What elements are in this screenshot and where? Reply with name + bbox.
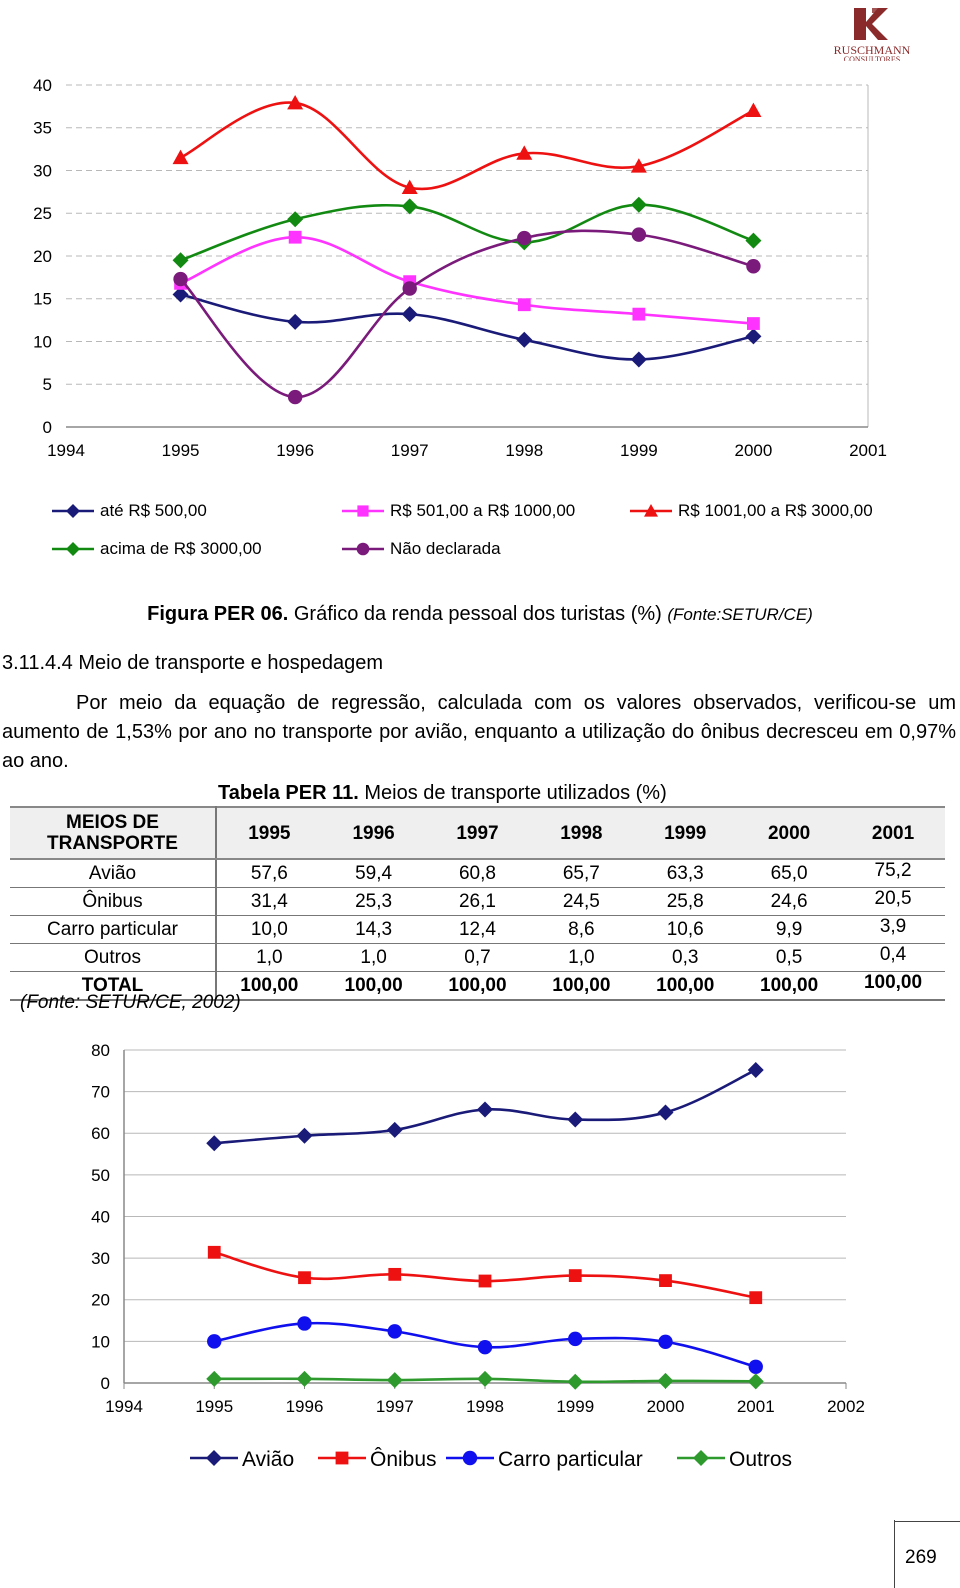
figure-caption-text: Gráfico da renda pessoal dos turistas (%) [288,603,668,625]
data-point [749,1291,762,1304]
legend-swatch-icon [50,538,96,560]
data-point [517,231,531,245]
x-tick-label: 2000 [646,1397,685,1416]
series-line [181,237,754,323]
transport-chart-legend [190,1448,792,1471]
column-header: 1998 [529,807,633,859]
data-point [297,1371,313,1387]
series-2 [173,95,762,194]
table-cell: 9,9 [737,916,841,944]
data-point [477,1102,493,1118]
legend-label: R$ 1001,00 a R$ 3000,00 [678,501,873,520]
table-row [10,888,945,916]
table-cell: 0,5 [737,944,841,972]
data-point [569,1269,582,1282]
x-tick-labels [47,441,887,460]
data-point [387,1122,403,1138]
column-header: 1999 [633,807,737,859]
x-tick-label: 1994 [105,1397,143,1416]
legend-marker [357,543,370,556]
x-tick-label: 1998 [505,441,544,460]
legend-label: acima de R$ 3000,00 [100,539,262,558]
data-point [403,281,417,295]
data-point [748,1373,764,1389]
transport-chart [60,1030,880,1500]
y-tick-label: 35 [33,118,52,138]
table-cell: 100,00 [737,972,841,1001]
logo-subtitle: CONSULTORES [843,55,901,61]
x-tick-label: 2000 [734,441,773,460]
legend-marker [463,1451,477,1465]
table-cell: 10,6 [633,916,737,944]
x-tick-label: 1995 [161,441,200,460]
legend-label: até R$ 500,00 [100,501,207,520]
column-header: 2001 [841,807,945,859]
data-point [632,227,646,241]
data-point [658,1335,672,1349]
series-2 [207,1316,763,1374]
data-point [749,1360,763,1374]
data-point [567,1112,583,1128]
data-point [207,1334,221,1348]
x-tick-label: 1997 [390,441,429,460]
legend-item [677,1448,792,1471]
data-point [288,390,302,404]
legend-marker [206,1450,222,1466]
x-tick-label: 2002 [827,1397,865,1416]
data-point [388,1268,401,1281]
table-cell: 24,6 [737,888,841,916]
row-label: Avião [10,859,216,888]
legend-item [190,1448,294,1471]
table-cell: 57,6 [216,859,322,888]
legend-item [446,1448,643,1471]
x-tick-label: 2001 [849,441,887,460]
column-header: 1996 [322,807,426,859]
legend-label: Avião [242,1448,295,1471]
table-cell: 65,0 [737,859,841,888]
data-point [748,1062,764,1078]
figure-caption [0,603,960,626]
series-1 [208,1246,762,1304]
x-tick-label: 1994 [47,441,85,460]
table-cell: 31,4 [216,888,322,916]
page-number: 269 [905,1547,937,1568]
table-cell: 25,3 [322,888,426,916]
table-cell: 8,6 [529,916,633,944]
data-point [518,298,531,311]
gridlines [124,1050,846,1341]
data-point [745,233,761,249]
legend-label: Não declarada [390,539,501,558]
data-point [745,103,761,117]
column-header: 1995 [216,807,322,859]
y-tick-label: 70 [91,1082,110,1102]
data-point [388,1324,402,1338]
table-source: (Fonte: SETUR/CE, 2002) [20,992,241,1013]
table-cell: 65,7 [529,859,633,888]
table-cell: 25,8 [633,888,737,916]
table-row [10,916,945,944]
data-point [658,1373,674,1389]
data-point [567,1374,583,1390]
column-header: 1997 [426,807,530,859]
y-tick-label: 10 [33,332,52,352]
section-paragraph [2,689,956,776]
page-corner-divider [894,1521,960,1522]
table-cell: 100,00 [841,972,945,1001]
table-cell: 60,8 [426,859,530,888]
data-point [746,259,760,273]
table-cell: 100,00 [426,972,530,1001]
company-logo [826,4,918,61]
legend-label: R$ 501,00 a R$ 1000,00 [390,501,576,520]
column-header: 2000 [737,807,841,859]
data-point [208,1246,221,1259]
legend-marker [66,542,80,556]
data-point [568,1332,582,1346]
legend-item [318,1448,437,1471]
table-cell: 12,4 [426,916,530,944]
table-cell: 63,3 [633,859,737,888]
table-cell: 26,1 [426,888,530,916]
table-cell: 14,3 [322,916,426,944]
y-tick-label: 30 [91,1249,110,1269]
logo-name: RUSCHMANN [833,43,911,57]
table-cell: 100,00 [633,972,737,1001]
header-first-line2: TRANSPORTE [47,833,178,854]
table-cell: 100,00 [216,972,322,1001]
table-cell: 24,5 [529,888,633,916]
x-tick-label: 1995 [195,1397,234,1416]
legend-label: Carro particular [498,1448,643,1471]
y-tick-label: 20 [33,246,52,266]
legend-label: Ônibus [370,1448,437,1471]
table-cell: 100,00 [529,972,633,1001]
table-cell: 0,3 [633,944,737,972]
x-tick-label: 1999 [619,441,658,460]
data-point [631,197,647,213]
data-point [631,351,647,367]
data-point [206,1371,222,1387]
legend-marker [357,505,368,516]
figure-caption-source: (Fonte:SETUR/CE) [667,605,813,624]
legend-swatch-icon [340,500,386,522]
data-point [297,1316,311,1330]
table-cell: 10,0 [216,916,322,944]
data-point [516,332,532,348]
x-tick-label: 1999 [556,1397,595,1416]
data-point [402,306,418,322]
series-1 [174,231,760,330]
series-0 [206,1062,764,1151]
data-point [387,1372,403,1388]
data-point [479,1275,492,1288]
figure-caption-label: Figura PER 06. [147,603,289,625]
data-point [287,314,303,330]
section-paragraph-text: Por meio da equação de regressão, calculada com os valores observados, verificou-se um aumento de 1,53% por ano no transporte por avião, enquanto a utilização do ônibus decresceu em 0,97% ao ano. [2,692,956,772]
y-tick-label: 60 [91,1124,110,1144]
transport-table [10,806,945,1001]
data-point [658,1104,674,1120]
x-tick-label: 1997 [375,1397,414,1416]
series-line [181,294,754,359]
x-tick-label: 2001 [736,1397,775,1416]
table-cell: 20,5 [841,888,945,916]
data-point [173,272,187,286]
table-row [10,859,945,888]
y-tick-label: 50 [91,1165,110,1185]
header-first-line1: MEIOS DE [66,812,159,833]
data-point [298,1271,311,1284]
y-tick-label: 10 [91,1332,110,1352]
y-tick-label: 30 [33,161,52,181]
legend-marker [336,1452,349,1465]
data-point [478,1340,492,1354]
table-cell: 1,0 [529,944,633,972]
table-cell: 1,0 [322,944,426,972]
series-line [181,103,754,189]
table-cell: 3,9 [841,916,945,944]
row-label: Carro particular [10,916,216,944]
table-title-text: Meios de transporte utilizados (%) [358,782,667,804]
data-point [747,317,760,330]
data-point [297,1128,313,1144]
y-tick-label: 25 [33,204,52,224]
data-point [173,252,189,268]
table-header-first [10,807,216,859]
x-tick-label: 1998 [466,1397,504,1416]
y-tick-label: 0 [42,417,52,437]
x-tick-labels [105,1383,865,1416]
y-tick-labels [33,76,52,437]
section-heading: 3.11.4.4 Meio de transporte e hospedagem [2,652,383,674]
legend-swatch-icon [340,538,386,560]
table-header-row [10,807,945,859]
table-cell: 1,0 [216,944,322,972]
row-label: TOTAL [10,972,216,1001]
y-tick-label: 40 [33,75,52,95]
data-point [206,1135,222,1151]
y-tick-label: 0 [100,1373,110,1393]
table-title-label: Tabela PER 11. [218,782,359,804]
data-point [289,231,302,244]
data-point [477,1371,493,1387]
data-point [632,308,645,321]
table-cell: 0,7 [426,944,530,972]
y-tick-label: 40 [91,1207,110,1227]
page-corner-divider [894,1520,895,1588]
income-chart [0,60,960,560]
legend-swatch-icon [50,500,96,522]
y-tick-label: 5 [42,375,52,395]
row-label: Ônibus [10,888,216,916]
y-tick-label: 15 [33,289,52,309]
x-tick-label: 1996 [276,441,315,460]
legend-swatch-icon [628,500,674,522]
data-point [173,150,189,164]
data-point [402,198,418,214]
y-tick-label: 20 [91,1290,110,1310]
table-cell: 0,4 [841,944,945,972]
row-label: Outros [10,944,216,972]
table-cell: 75,2 [841,859,945,888]
legend-marker [693,1450,709,1466]
legend-label: Outros [729,1448,793,1471]
logo-mark-icon [826,4,918,44]
y-tick-labels [91,1041,110,1393]
x-tick-label: 1996 [285,1397,324,1416]
table-cell: 59,4 [322,859,426,888]
y-tick-label: 80 [91,1040,110,1060]
table-row [10,944,945,972]
legend-marker [66,504,80,518]
table-cell: 100,00 [322,972,426,1001]
table-title [218,782,667,805]
data-point [659,1274,672,1287]
